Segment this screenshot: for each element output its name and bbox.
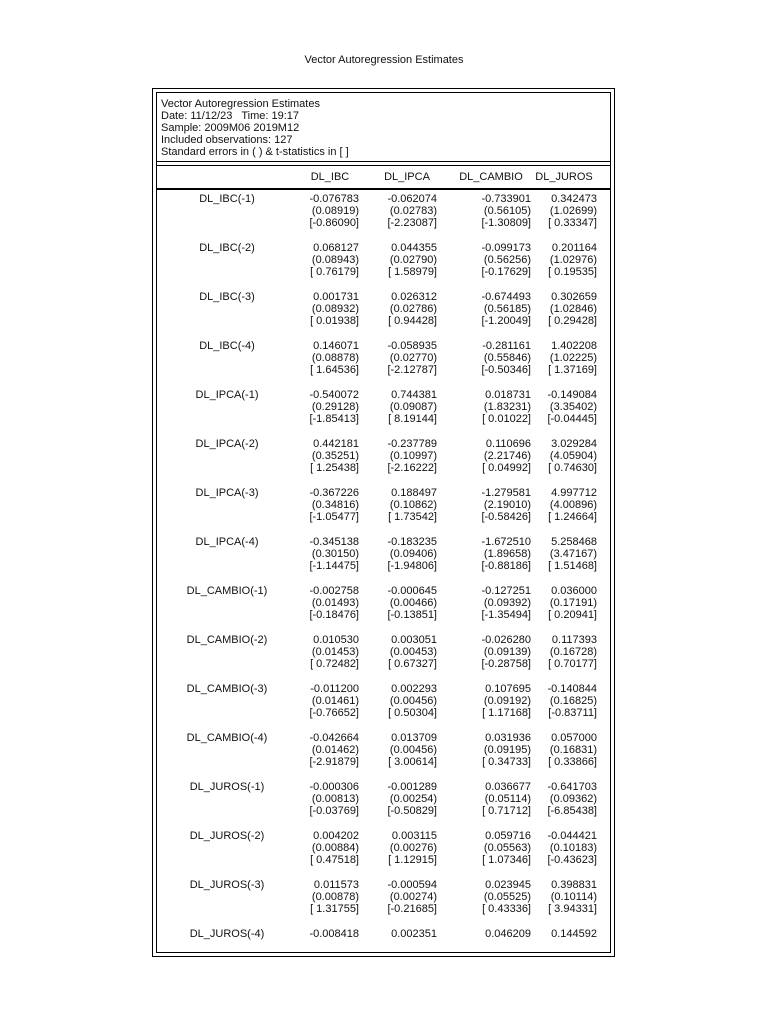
- column-header-row: [157, 165, 610, 189]
- std-error-line: [157, 548, 610, 560]
- coefficient-value: -0.000306: [309, 781, 359, 793]
- t-stat-value: [ 1.51468]: [548, 560, 597, 572]
- t-stat-value: [ 3.94331]: [548, 903, 597, 915]
- std-error-line: [157, 695, 610, 707]
- coefficient-value: 0.342473: [551, 193, 597, 205]
- var-output-frame: [152, 88, 615, 957]
- header-divider: [157, 189, 610, 190]
- coefficient-value: 0.044355: [391, 242, 437, 254]
- t-stat-line: [157, 266, 610, 278]
- std-error-value: (0.56256): [483, 254, 531, 266]
- coefficient-value: 0.002293: [391, 683, 437, 695]
- t-stat-value: [-0.58426]: [481, 511, 531, 523]
- regressor-label: DL_JUROS(-4): [189, 928, 265, 940]
- t-stat-value: [-2.12787]: [387, 364, 437, 376]
- std-error-value: (4.00896): [549, 499, 597, 511]
- coefficient-value: 4.997712: [551, 487, 597, 499]
- t-stat-value: [-1.30809]: [481, 217, 531, 229]
- std-error-value: (0.10114): [550, 891, 597, 903]
- coefficient-value: -0.140844: [547, 683, 597, 695]
- t-stat-value: [ 0.72482]: [310, 658, 359, 670]
- t-stat-value: [ 0.43336]: [482, 903, 531, 915]
- t-stat-value: [ 3.00614]: [388, 756, 437, 768]
- std-error-line: [157, 401, 610, 413]
- t-stat-line: [157, 805, 610, 817]
- t-stat-value: [ 1.24664]: [548, 511, 597, 523]
- t-stat-value: [-0.18476]: [309, 609, 359, 621]
- t-stat-value: [-0.13851]: [387, 609, 437, 621]
- t-stat-line: [157, 756, 610, 768]
- std-error-value: (0.01462): [311, 744, 359, 756]
- std-error-value: (0.17191): [549, 597, 597, 609]
- document-title: Vector Autoregression Estimates: [304, 54, 464, 66]
- t-stat-value: [-0.83711]: [548, 707, 597, 719]
- t-stat-value: [ 1.73542]: [388, 511, 437, 523]
- coefficient-line: [157, 536, 610, 548]
- coefficient-value: -0.062074: [387, 193, 437, 205]
- coefficient-value: -0.099173: [481, 242, 531, 254]
- coefficient-line: [157, 830, 610, 842]
- coefficient-value: 0.442181: [313, 438, 359, 450]
- t-stat-value: [ 0.01022]: [482, 413, 531, 425]
- std-error-value: (0.01461): [311, 695, 359, 707]
- t-stat-value: [ 0.47518]: [310, 854, 359, 866]
- std-error-value: (1.02846): [549, 303, 597, 315]
- std-error-line: [157, 646, 610, 658]
- table-row: [157, 634, 610, 674]
- std-error-value: (1.02976): [549, 254, 597, 266]
- info-line-date: Date: 11/12/23 Time: 19:17: [161, 110, 299, 122]
- t-stat-value: [ 0.33347]: [548, 217, 597, 229]
- t-stat-value: [ 1.64536]: [310, 364, 359, 376]
- table-row: [157, 879, 610, 919]
- coefficient-value: 0.398831: [551, 879, 597, 891]
- column-header: DL_JUROS: [535, 171, 593, 183]
- t-stat-value: [ 1.07346]: [482, 854, 531, 866]
- coefficient-value: -0.674493: [481, 291, 531, 303]
- t-stat-value: [ 0.94428]: [388, 315, 437, 327]
- regressor-label: DL_IPCA(-2): [195, 438, 259, 450]
- t-stat-value: [ 1.12915]: [388, 854, 437, 866]
- coefficient-value: -0.001289: [387, 781, 437, 793]
- t-stat-line: [157, 560, 610, 572]
- t-stat-value: [ 1.58979]: [388, 266, 437, 278]
- regressor-label: DL_IBC(-2): [199, 242, 255, 254]
- std-error-value: (1.83231): [483, 401, 531, 413]
- std-error-value: (0.56185): [483, 303, 531, 315]
- std-error-value: (0.08932): [311, 303, 359, 315]
- t-stat-value: [ 0.20941]: [548, 609, 597, 621]
- t-stat-value: [ 0.19535]: [548, 266, 597, 278]
- coefficient-value: -0.011200: [310, 683, 359, 695]
- coefficient-line: [157, 879, 610, 891]
- t-stat-value: [-1.14475]: [309, 560, 359, 572]
- std-error-value: (0.09192): [483, 695, 531, 707]
- coefficient-value: 0.201164: [551, 242, 597, 254]
- coefficient-line: [157, 585, 610, 597]
- regressor-label: DL_JUROS(-2): [189, 830, 265, 842]
- coefficient-value: 0.188497: [391, 487, 437, 499]
- std-error-value: (0.02770): [389, 352, 437, 364]
- coefficient-rows: [157, 193, 610, 952]
- coefficient-value: 0.046209: [485, 928, 531, 940]
- regressor-label: DL_IBC(-1): [199, 193, 255, 205]
- t-stat-value: [ 0.01938]: [310, 315, 359, 327]
- coefficient-line: [157, 291, 610, 303]
- t-stat-value: [ 0.29428]: [548, 315, 597, 327]
- coefficient-value: -0.044421: [547, 830, 597, 842]
- column-header: DL_IPCA: [384, 171, 430, 183]
- t-stat-line: [157, 903, 610, 915]
- std-error-line: [157, 891, 610, 903]
- coefficient-value: -0.026280: [481, 634, 531, 646]
- coefficient-value: -0.367226: [309, 487, 359, 499]
- t-stat-value: [ 0.70177]: [548, 658, 597, 670]
- info-line-observations: Included observations: 127: [161, 134, 293, 146]
- std-error-value: (0.10997): [389, 450, 437, 462]
- coefficient-value: -0.540072: [309, 389, 359, 401]
- std-error-line: [157, 254, 610, 266]
- column-header: DL_IBC: [310, 171, 350, 183]
- std-error-line: [157, 450, 610, 462]
- std-error-value: (0.35251): [311, 450, 359, 462]
- coefficient-value: 0.059716: [485, 830, 531, 842]
- regressor-label: DL_JUROS(-1): [189, 781, 265, 793]
- regressor-label: DL_IBC(-4): [199, 340, 255, 352]
- t-stat-value: [ 0.33866]: [548, 756, 597, 768]
- t-stat-value: [-1.35494]: [481, 609, 531, 621]
- std-error-line: [157, 793, 610, 805]
- coefficient-value: -0.733901: [481, 193, 531, 205]
- std-error-value: (0.16728): [549, 646, 597, 658]
- std-error-value: (0.00884): [311, 842, 359, 854]
- regressor-label: DL_CAMBIO(-4): [186, 732, 268, 744]
- std-error-value: (3.35402): [549, 401, 597, 413]
- regressor-label: DL_IPCA(-1): [195, 389, 259, 401]
- coefficient-value: 0.003051: [391, 634, 437, 646]
- coefficient-value: 0.744381: [391, 389, 437, 401]
- t-stat-value: [-0.76652]: [309, 707, 359, 719]
- coefficient-line: [157, 340, 610, 352]
- t-stat-line: [157, 413, 610, 425]
- std-error-value: (0.00276): [389, 842, 437, 854]
- regressor-label: DL_IPCA(-3): [195, 487, 259, 499]
- coefficient-line: [157, 487, 610, 499]
- table-row: [157, 830, 610, 870]
- coefficient-line: [157, 928, 610, 940]
- t-stat-value: [-1.05477]: [309, 511, 359, 523]
- std-error-value: (0.16831): [549, 744, 597, 756]
- t-stat-line: [157, 217, 610, 229]
- std-error-value: (0.02786): [389, 303, 437, 315]
- t-stat-value: [-0.50829]: [387, 805, 437, 817]
- std-error-value: (0.02790): [389, 254, 437, 266]
- std-error-value: (0.01493): [311, 597, 359, 609]
- coefficient-line: [157, 683, 610, 695]
- t-stat-value: [-2.91879]: [309, 756, 359, 768]
- t-stat-value: [-0.17629]: [481, 266, 531, 278]
- std-error-value: (0.00878): [311, 891, 359, 903]
- regressor-label: DL_IBC(-3): [199, 291, 255, 303]
- std-error-line: [157, 303, 610, 315]
- std-error-line: [157, 499, 610, 511]
- std-error-value: (0.09087): [389, 401, 437, 413]
- regressor-label: DL_JUROS(-3): [189, 879, 265, 891]
- regressor-label: DL_CAMBIO(-1): [186, 585, 268, 597]
- std-error-value: (0.09406): [389, 548, 437, 560]
- coefficient-value: -0.237789: [387, 438, 437, 450]
- regressor-label: DL_CAMBIO(-2): [186, 634, 268, 646]
- table-row: [157, 340, 610, 380]
- coefficient-value: 0.107695: [485, 683, 531, 695]
- std-error-value: (0.56105): [483, 205, 531, 217]
- coefficient-value: 0.057000: [551, 732, 597, 744]
- t-stat-value: [-0.04445]: [547, 413, 597, 425]
- coefficient-value: 0.036000: [551, 585, 597, 597]
- std-error-value: (0.00456): [389, 744, 437, 756]
- t-stat-value: [-1.20049]: [481, 315, 531, 327]
- t-stat-value: [ 1.17168]: [482, 707, 531, 719]
- coefficient-value: 0.002351: [391, 928, 437, 940]
- t-stat-value: [-0.03769]: [309, 805, 359, 817]
- std-error-value: (0.05114): [484, 793, 531, 805]
- t-stat-value: [-0.28758]: [481, 658, 531, 670]
- var-output-table: [156, 92, 611, 953]
- coefficient-value: 0.013709: [391, 732, 437, 744]
- std-error-value: (0.10183): [549, 842, 597, 854]
- t-stat-line: [157, 364, 610, 376]
- table-row: [157, 781, 610, 821]
- table-row: [157, 585, 610, 625]
- coefficient-value: -0.345138: [309, 536, 359, 548]
- coefficient-line: [157, 438, 610, 450]
- t-stat-value: [-0.86090]: [309, 217, 359, 229]
- table-row: [157, 193, 610, 233]
- coefficient-value: 0.010530: [313, 634, 359, 646]
- coefficient-value: -1.672510: [481, 536, 531, 548]
- std-error-value: (0.08878): [311, 352, 359, 364]
- t-stat-value: [ 0.71712]: [482, 805, 531, 817]
- coefficient-value: 0.036677: [485, 781, 531, 793]
- coefficient-value: 0.302659: [551, 291, 597, 303]
- std-error-value: (0.00456): [389, 695, 437, 707]
- regressor-label: DL_CAMBIO(-3): [186, 683, 268, 695]
- coefficient-value: -0.002758: [309, 585, 359, 597]
- std-error-value: (0.08943): [311, 254, 359, 266]
- t-stat-line: [157, 658, 610, 670]
- std-error-value: (0.01453): [311, 646, 359, 658]
- t-stat-value: [-0.43623]: [547, 854, 597, 866]
- t-stat-value: [-1.85413]: [309, 413, 359, 425]
- t-stat-value: [-0.21685]: [387, 903, 437, 915]
- coefficient-value: -0.641703: [547, 781, 597, 793]
- std-error-value: (1.02699): [549, 205, 597, 217]
- regressor-label: DL_IPCA(-4): [195, 536, 259, 548]
- coefficient-value: 0.146071: [313, 340, 359, 352]
- coefficient-line: [157, 242, 610, 254]
- std-error-value: (1.89658): [483, 548, 531, 560]
- coefficient-value: -0.000594: [387, 879, 437, 891]
- t-stat-line: [157, 854, 610, 866]
- table-row: [157, 389, 610, 429]
- std-error-value: (0.00813): [311, 793, 359, 805]
- coefficient-value: 0.026312: [391, 291, 437, 303]
- std-error-value: (0.09195): [483, 744, 531, 756]
- table-row: [157, 438, 610, 478]
- t-stat-value: [-6.85438]: [547, 805, 597, 817]
- estimation-info: [157, 93, 610, 162]
- coefficient-value: -0.058935: [387, 340, 437, 352]
- std-error-value: (0.55846): [483, 352, 531, 364]
- t-stat-value: [ 1.31755]: [310, 903, 359, 915]
- std-error-value: (2.21746): [483, 450, 531, 462]
- std-error-value: (4.05904): [549, 450, 597, 462]
- table-row: [157, 536, 610, 576]
- coefficient-value: -0.183235: [387, 536, 437, 548]
- coefficient-value: 0.031936: [485, 732, 531, 744]
- coefficient-value: 0.144592: [551, 928, 597, 940]
- std-error-line: [157, 744, 610, 756]
- table-row: [157, 732, 610, 772]
- coefficient-value: 0.004202: [313, 830, 359, 842]
- coefficient-line: [157, 193, 610, 205]
- coefficient-value: -1.279581: [481, 487, 531, 499]
- std-error-value: (0.34816): [311, 499, 359, 511]
- t-stat-value: [-1.94806]: [387, 560, 437, 572]
- std-error-value: (0.09362): [549, 793, 597, 805]
- coefficient-value: -0.076783: [309, 193, 359, 205]
- coefficient-value: 0.117393: [551, 634, 597, 646]
- t-stat-value: [ 0.76179]: [310, 266, 359, 278]
- coefficient-value: 0.011573: [313, 879, 359, 891]
- t-stat-line: [157, 609, 610, 621]
- coefficient-value: -0.008418: [309, 928, 359, 940]
- table-row: [157, 242, 610, 282]
- std-error-value: (0.00453): [389, 646, 437, 658]
- std-error-value: (0.05525): [483, 891, 531, 903]
- std-error-line: [157, 352, 610, 364]
- coefficient-value: 0.023945: [485, 879, 531, 891]
- coefficient-line: [157, 732, 610, 744]
- std-error-value: (2.19010): [483, 499, 531, 511]
- std-error-line: [157, 205, 610, 217]
- coefficient-line: [157, 389, 610, 401]
- t-stat-line: [157, 707, 610, 719]
- t-stat-value: [ 0.50304]: [388, 707, 437, 719]
- column-header: DL_CAMBIO: [459, 171, 523, 183]
- coefficient-line: [157, 781, 610, 793]
- coefficient-value: -0.281161: [482, 340, 531, 352]
- coefficient-value: 0.018731: [485, 389, 531, 401]
- coefficient-value: 0.110696: [485, 438, 531, 450]
- std-error-value: (0.00466): [389, 597, 437, 609]
- std-error-line: [157, 597, 610, 609]
- table-row: [157, 487, 610, 527]
- info-line-note: Standard errors in ( ) & t-statistics in [ ]: [161, 146, 349, 158]
- std-error-line: [157, 842, 610, 854]
- t-stat-value: [ 0.04992]: [482, 462, 531, 474]
- t-stat-line: [157, 315, 610, 327]
- coefficient-value: -0.149084: [547, 389, 597, 401]
- std-error-value: (0.09392): [483, 597, 531, 609]
- std-error-value: (1.02225): [549, 352, 597, 364]
- t-stat-line: [157, 462, 610, 474]
- coefficient-value: 5.258468: [551, 536, 597, 548]
- std-error-value: (0.09139): [483, 646, 531, 658]
- t-stat-line: [157, 511, 610, 523]
- std-error-value: (0.00254): [389, 793, 437, 805]
- t-stat-value: [ 0.67327]: [388, 658, 437, 670]
- coefficient-line: [157, 634, 610, 646]
- t-stat-value: [ 0.74630]: [548, 462, 597, 474]
- t-stat-value: [-2.16222]: [387, 462, 437, 474]
- t-stat-value: [-2.23087]: [387, 217, 437, 229]
- std-error-value: (0.02783): [389, 205, 437, 217]
- table-row: [157, 291, 610, 331]
- coefficient-value: 1.402208: [551, 340, 597, 352]
- std-error-value: (0.08919): [311, 205, 359, 217]
- coefficient-value: 0.068127: [313, 242, 359, 254]
- coefficient-value: 3.029284: [551, 438, 597, 450]
- std-error-value: (0.29128): [311, 401, 359, 413]
- table-row: [157, 928, 610, 968]
- std-error-value: (0.10862): [389, 499, 437, 511]
- coefficient-value: 0.003115: [391, 830, 437, 842]
- std-error-value: (0.00274): [389, 891, 437, 903]
- t-stat-value: [-0.50346]: [481, 364, 531, 376]
- coefficient-value: -0.042664: [309, 732, 359, 744]
- info-line-title: Vector Autoregression Estimates: [161, 98, 320, 110]
- t-stat-value: [ 0.34733]: [482, 756, 531, 768]
- std-error-value: (0.30150): [311, 548, 359, 560]
- t-stat-value: [ 1.25438]: [310, 462, 359, 474]
- coefficient-value: 0.001731: [313, 291, 359, 303]
- info-line-sample: Sample: 2009M06 2019M12: [161, 122, 300, 134]
- std-error-value: (3.47167): [549, 548, 597, 560]
- std-error-value: (0.16825): [549, 695, 597, 707]
- t-stat-value: [-0.88186]: [481, 560, 531, 572]
- table-row: [157, 683, 610, 723]
- coefficient-value: -0.000645: [387, 585, 437, 597]
- t-stat-value: [ 1.37169]: [548, 364, 597, 376]
- t-stat-value: [ 8.19144]: [388, 413, 437, 425]
- coefficient-value: -0.127251: [481, 585, 531, 597]
- std-error-value: (0.05563): [483, 842, 531, 854]
